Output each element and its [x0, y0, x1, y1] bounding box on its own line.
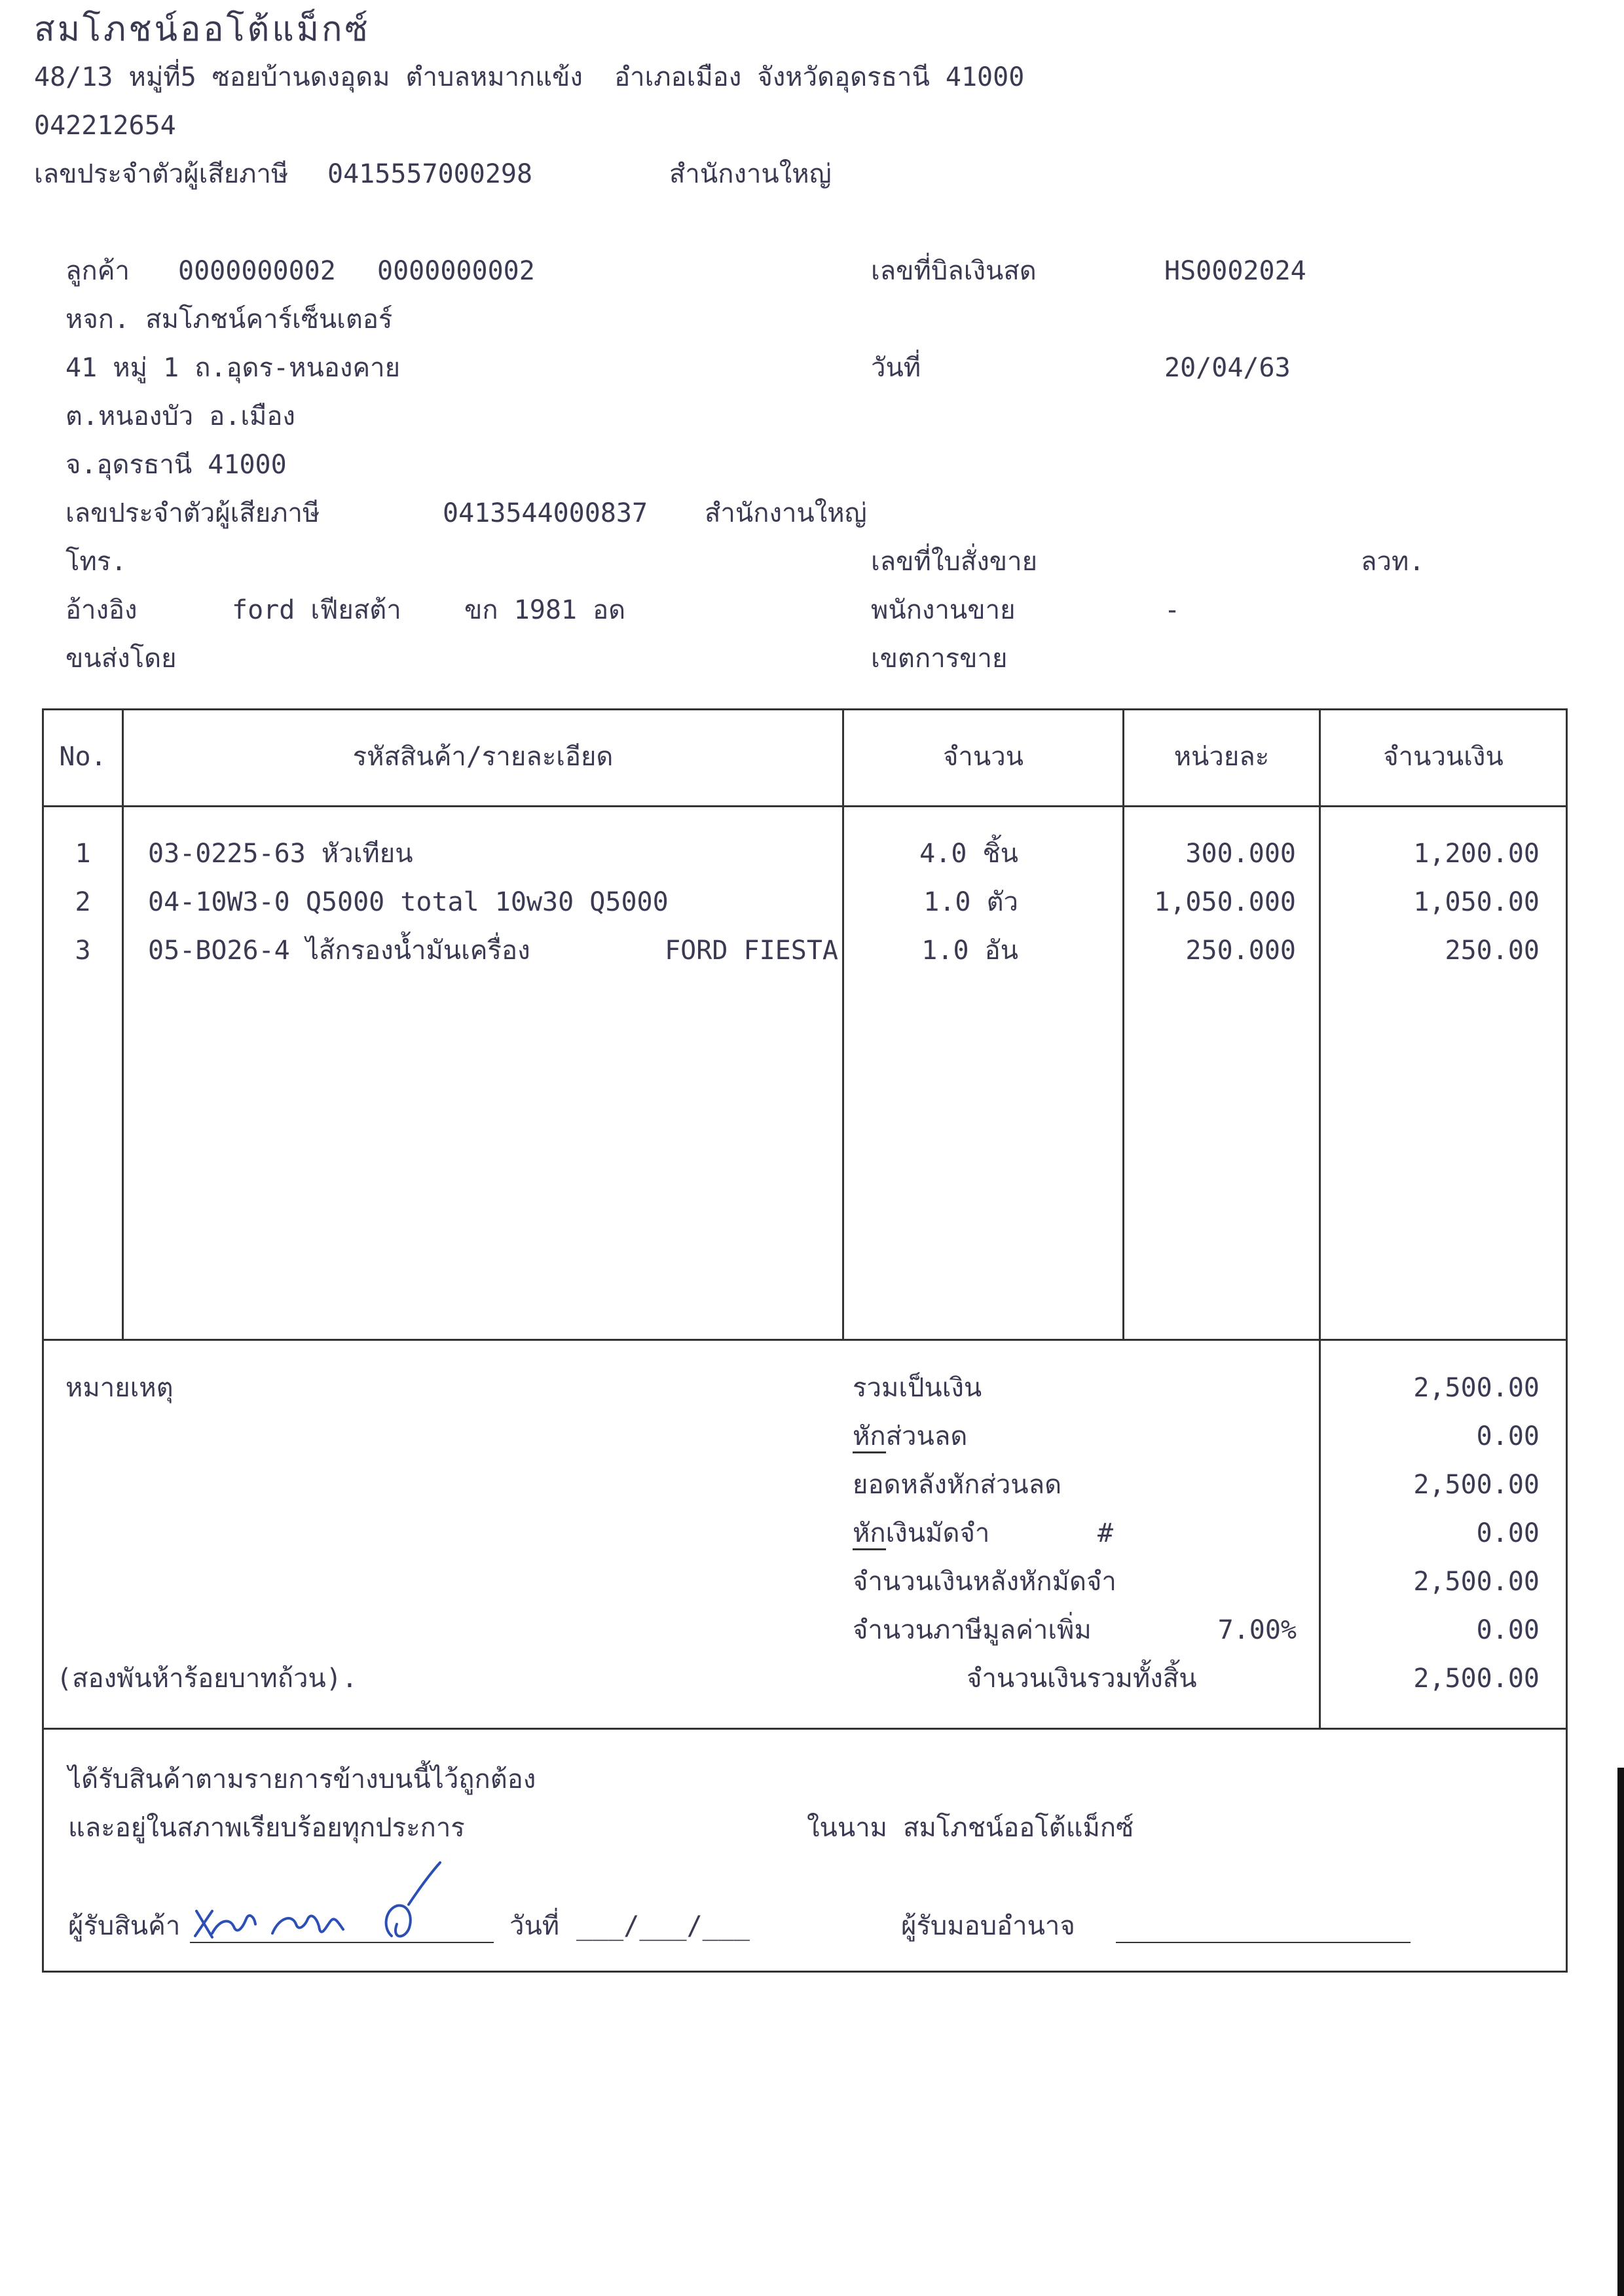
vat-rate: 7.00%: [1217, 1615, 1297, 1645]
after-deposit-label: จำนวนเงินหลังหักมัดจำ: [853, 1567, 1116, 1597]
bill-date: 20/04/63: [1164, 353, 1291, 383]
row-1-amount: 1,200.00: [1413, 839, 1540, 869]
shipping-label: ขนส่งโดย: [65, 644, 177, 674]
customer-address-1: 41 หมู่ 1 ถ.อุดร-หนองคาย: [65, 353, 401, 383]
vat-label: จำนวนภาษีมูลค่าเพิ่ม: [853, 1615, 1092, 1645]
row-2-quantity: 1.0 ตัว: [923, 887, 1018, 917]
receipt-date-label: วันที่: [509, 1911, 560, 1941]
column-divider: [1319, 708, 1321, 1341]
row-2-amount: 1,050.00: [1413, 887, 1540, 917]
row-1-quantity: 4.0 ชิ้น: [919, 839, 1018, 869]
customer-code-1: 0000000002: [178, 256, 336, 286]
row-3-amount: 250.00: [1445, 936, 1540, 966]
sales-order-value: ลวท.: [1361, 547, 1425, 577]
company-name: สมโภชน์ออโต้แม็กซ์: [34, 10, 371, 49]
customer-label: ลูกค้า: [65, 256, 130, 286]
customer-branch: สำนักงานใหญ่: [705, 498, 867, 528]
bill-number-label: เลขที่บิลเงินสด: [871, 256, 1037, 286]
company-branch: สำนักงานใหญ่: [669, 159, 832, 189]
company-tax-label: เลขประจำตัวผู้เสียภาษี: [34, 159, 289, 189]
receiver-signature: [183, 1856, 491, 1948]
header-no: No.: [59, 742, 107, 772]
salesperson-label: พนักงานขาย: [871, 595, 1016, 625]
subtotal-label: รวมเป็นเงิน: [853, 1373, 982, 1403]
header-unit-price: หน่วยละ: [1173, 742, 1270, 772]
customer-tax-id: 0413544000837: [443, 498, 648, 528]
reference-label: อ้างอิง: [65, 595, 138, 625]
company-tax-id: 0415557000298: [327, 159, 533, 189]
table-header-divider: [42, 805, 1568, 807]
receipt-date-blank: ___/___/___: [576, 1911, 750, 1941]
company-phone: 042212654: [34, 111, 176, 141]
discount-label: หักส่วนลด: [853, 1419, 967, 1453]
customer-address-2: ต.หนองบัว อ.เมือง: [65, 401, 295, 431]
sales-order-label: เลขที่ใบสั่งขาย: [871, 547, 1038, 577]
row-3-no: 3: [75, 936, 91, 966]
grand-total-value: 2,500.00: [1413, 1664, 1540, 1694]
header-amount: จำนวนเงิน: [1383, 742, 1504, 772]
receiver-label: ผู้รับสินค้า: [68, 1911, 181, 1941]
authorized-label: ผู้รับมอบอำนาจ: [901, 1911, 1075, 1941]
after-discount-value: 2,500.00: [1413, 1470, 1540, 1500]
customer-phone-label: โทร.: [65, 547, 127, 577]
company-address: 48/13 หมู่ที่5 ซอยบ้านดงอุดม ตำบลหมากแข้ง อำเภอเมือง จังหวัดอุดรธานี 41000: [34, 62, 1025, 92]
customer-address-3: จ.อุดรธานี 41000: [65, 450, 287, 480]
column-divider: [1122, 708, 1124, 1341]
row-3-description: 05-BO26-4 ไส้กรองน้ำมันเครื่อง: [148, 936, 530, 966]
row-3-quantity: 1.0 อัน: [921, 936, 1018, 966]
column-divider: [122, 708, 124, 1341]
deposit-value: 0.00: [1476, 1518, 1540, 1548]
vat-value: 0.00: [1476, 1615, 1540, 1645]
row-1-description: 03-0225-63 หัวเทียน: [148, 839, 413, 869]
bill-date-label: วันที่: [871, 353, 921, 383]
receipt-statement-1: ได้รับสินค้าตามรายการข้างบนนี้ไว้ถูกต้อง: [68, 1764, 536, 1795]
customer-code-2: 0000000002: [377, 256, 535, 286]
row-2-unit-price: 1,050.000: [1154, 887, 1296, 917]
after-deposit-value: 2,500.00: [1413, 1567, 1540, 1597]
row-3-unit-price: 250.000: [1185, 936, 1296, 966]
items-table: [42, 708, 1568, 1341]
bill-number: HS0002024: [1164, 256, 1306, 286]
column-divider: [842, 708, 844, 1341]
subtotal-value: 2,500.00: [1413, 1373, 1540, 1403]
customer-name: หจก. สมโภชน์คาร์เซ็นเตอร์: [65, 304, 393, 335]
row-1-no: 1: [75, 839, 91, 869]
deposit-mark: #: [1098, 1518, 1114, 1548]
row-1-unit-price: 300.000: [1185, 839, 1296, 869]
row-2-no: 2: [75, 887, 91, 917]
reference-value: ford เฟียสต้า ขก 1981 อด: [232, 595, 626, 625]
remark-label: หมายเหตุ: [65, 1373, 174, 1403]
scan-edge: [1617, 1768, 1624, 2296]
row-2-description: 04-10W3-0 Q5000 total 10w30 Q5000: [148, 887, 669, 917]
salesperson-value: -: [1164, 595, 1181, 625]
authorized-signature-line: [1116, 1942, 1411, 1943]
discount-value: 0.00: [1476, 1421, 1540, 1451]
row-3-extra: FORD FIESTA: [665, 936, 838, 966]
sales-area-label: เขตการขาย: [871, 644, 1008, 674]
amount-in-words: (สองพันห้าร้อยบาทถ้วน).: [56, 1664, 358, 1694]
deposit-label: หักเงินมัดจำ: [853, 1516, 989, 1550]
header-description: รหัสสินค้า/รายละเอียด: [352, 742, 614, 772]
receipt-statement-2: และอยู่ในสภาพเรียบร้อยทุกประการ: [68, 1813, 465, 1843]
customer-tax-label: เลขประจำตัวผู้เสียภาษี: [65, 498, 320, 528]
grand-total-label: จำนวนเงินรวมทั้งสิ้น: [967, 1664, 1197, 1694]
header-quantity: จำนวน: [942, 742, 1024, 772]
on-behalf-of: ในนาม สมโภชน์ออโต้แม็กซ์: [807, 1813, 1134, 1843]
after-discount-label: ยอดหลังหักส่วนลด: [853, 1470, 1062, 1500]
